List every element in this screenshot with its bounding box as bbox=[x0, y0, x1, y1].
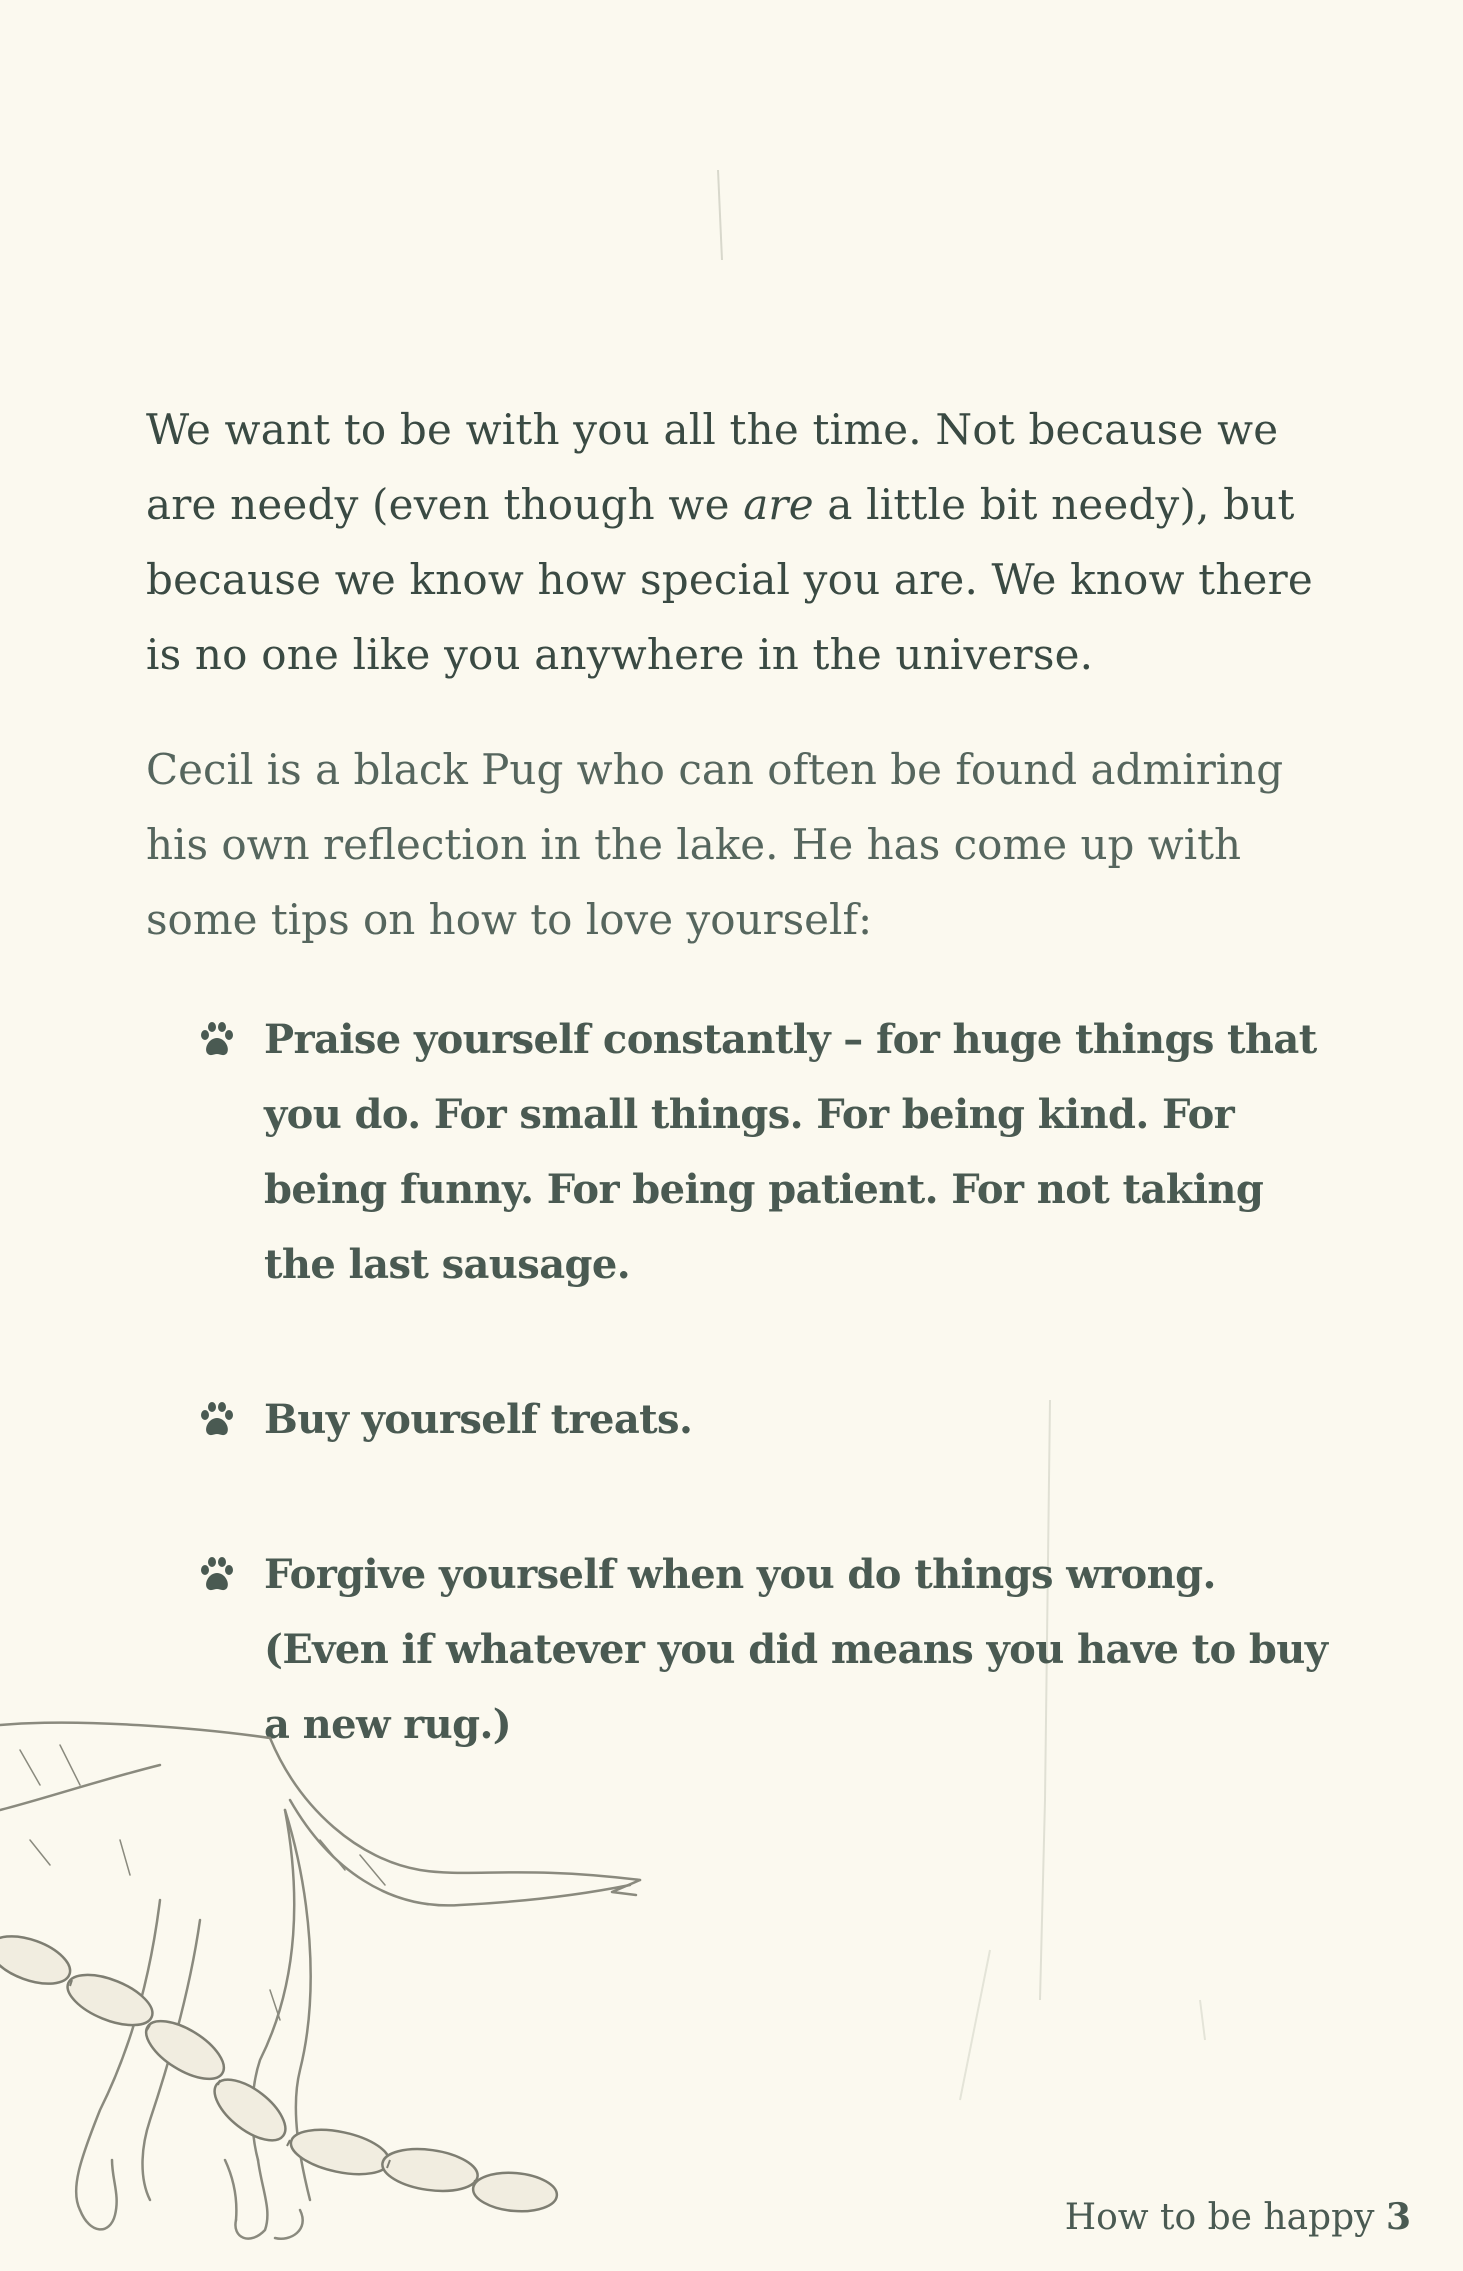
tip-text: Praise yourself constantly – for huge things that you do. For small things. For being kind. For being funny. For being patient. For not taking the last sausage. bbox=[264, 1016, 1317, 1288]
tip-text: Forgive yourself when you do things wrong. (Even if whatever you did means you have to buy a new rug.) bbox=[264, 1551, 1328, 1748]
paw-icon bbox=[200, 1557, 234, 1593]
intro-paragraph bbox=[146, 392, 1336, 692]
intro-text-start: We want to be with you all the time. Not because we are needy (even though we bbox=[146, 405, 1279, 529]
tip-item bbox=[200, 1002, 1340, 1302]
tips-list bbox=[200, 1002, 1340, 1762]
dog-sausage-illustration bbox=[0, 1690, 700, 2271]
cecil-paragraph: Cecil is a black Pug who can often be found admiring his own reflection in the lake. He has come up with some tips on how to love yourself: bbox=[146, 745, 1284, 944]
page-number: 3 bbox=[1385, 2196, 1411, 2238]
running-title: How to be happy bbox=[1064, 2197, 1375, 2238]
paw-icon bbox=[200, 1022, 234, 1058]
intro-text-end: a little bit needy), but because we know how special you are. We know there is no one like you anywhere in the universe. bbox=[146, 480, 1313, 679]
intro-emphasis: are bbox=[743, 480, 814, 529]
page-footer bbox=[1065, 2196, 1411, 2238]
tip-item bbox=[200, 1382, 1340, 1457]
tip-text: Buy yourself treats. bbox=[264, 1396, 693, 1443]
paw-icon bbox=[200, 1402, 234, 1438]
